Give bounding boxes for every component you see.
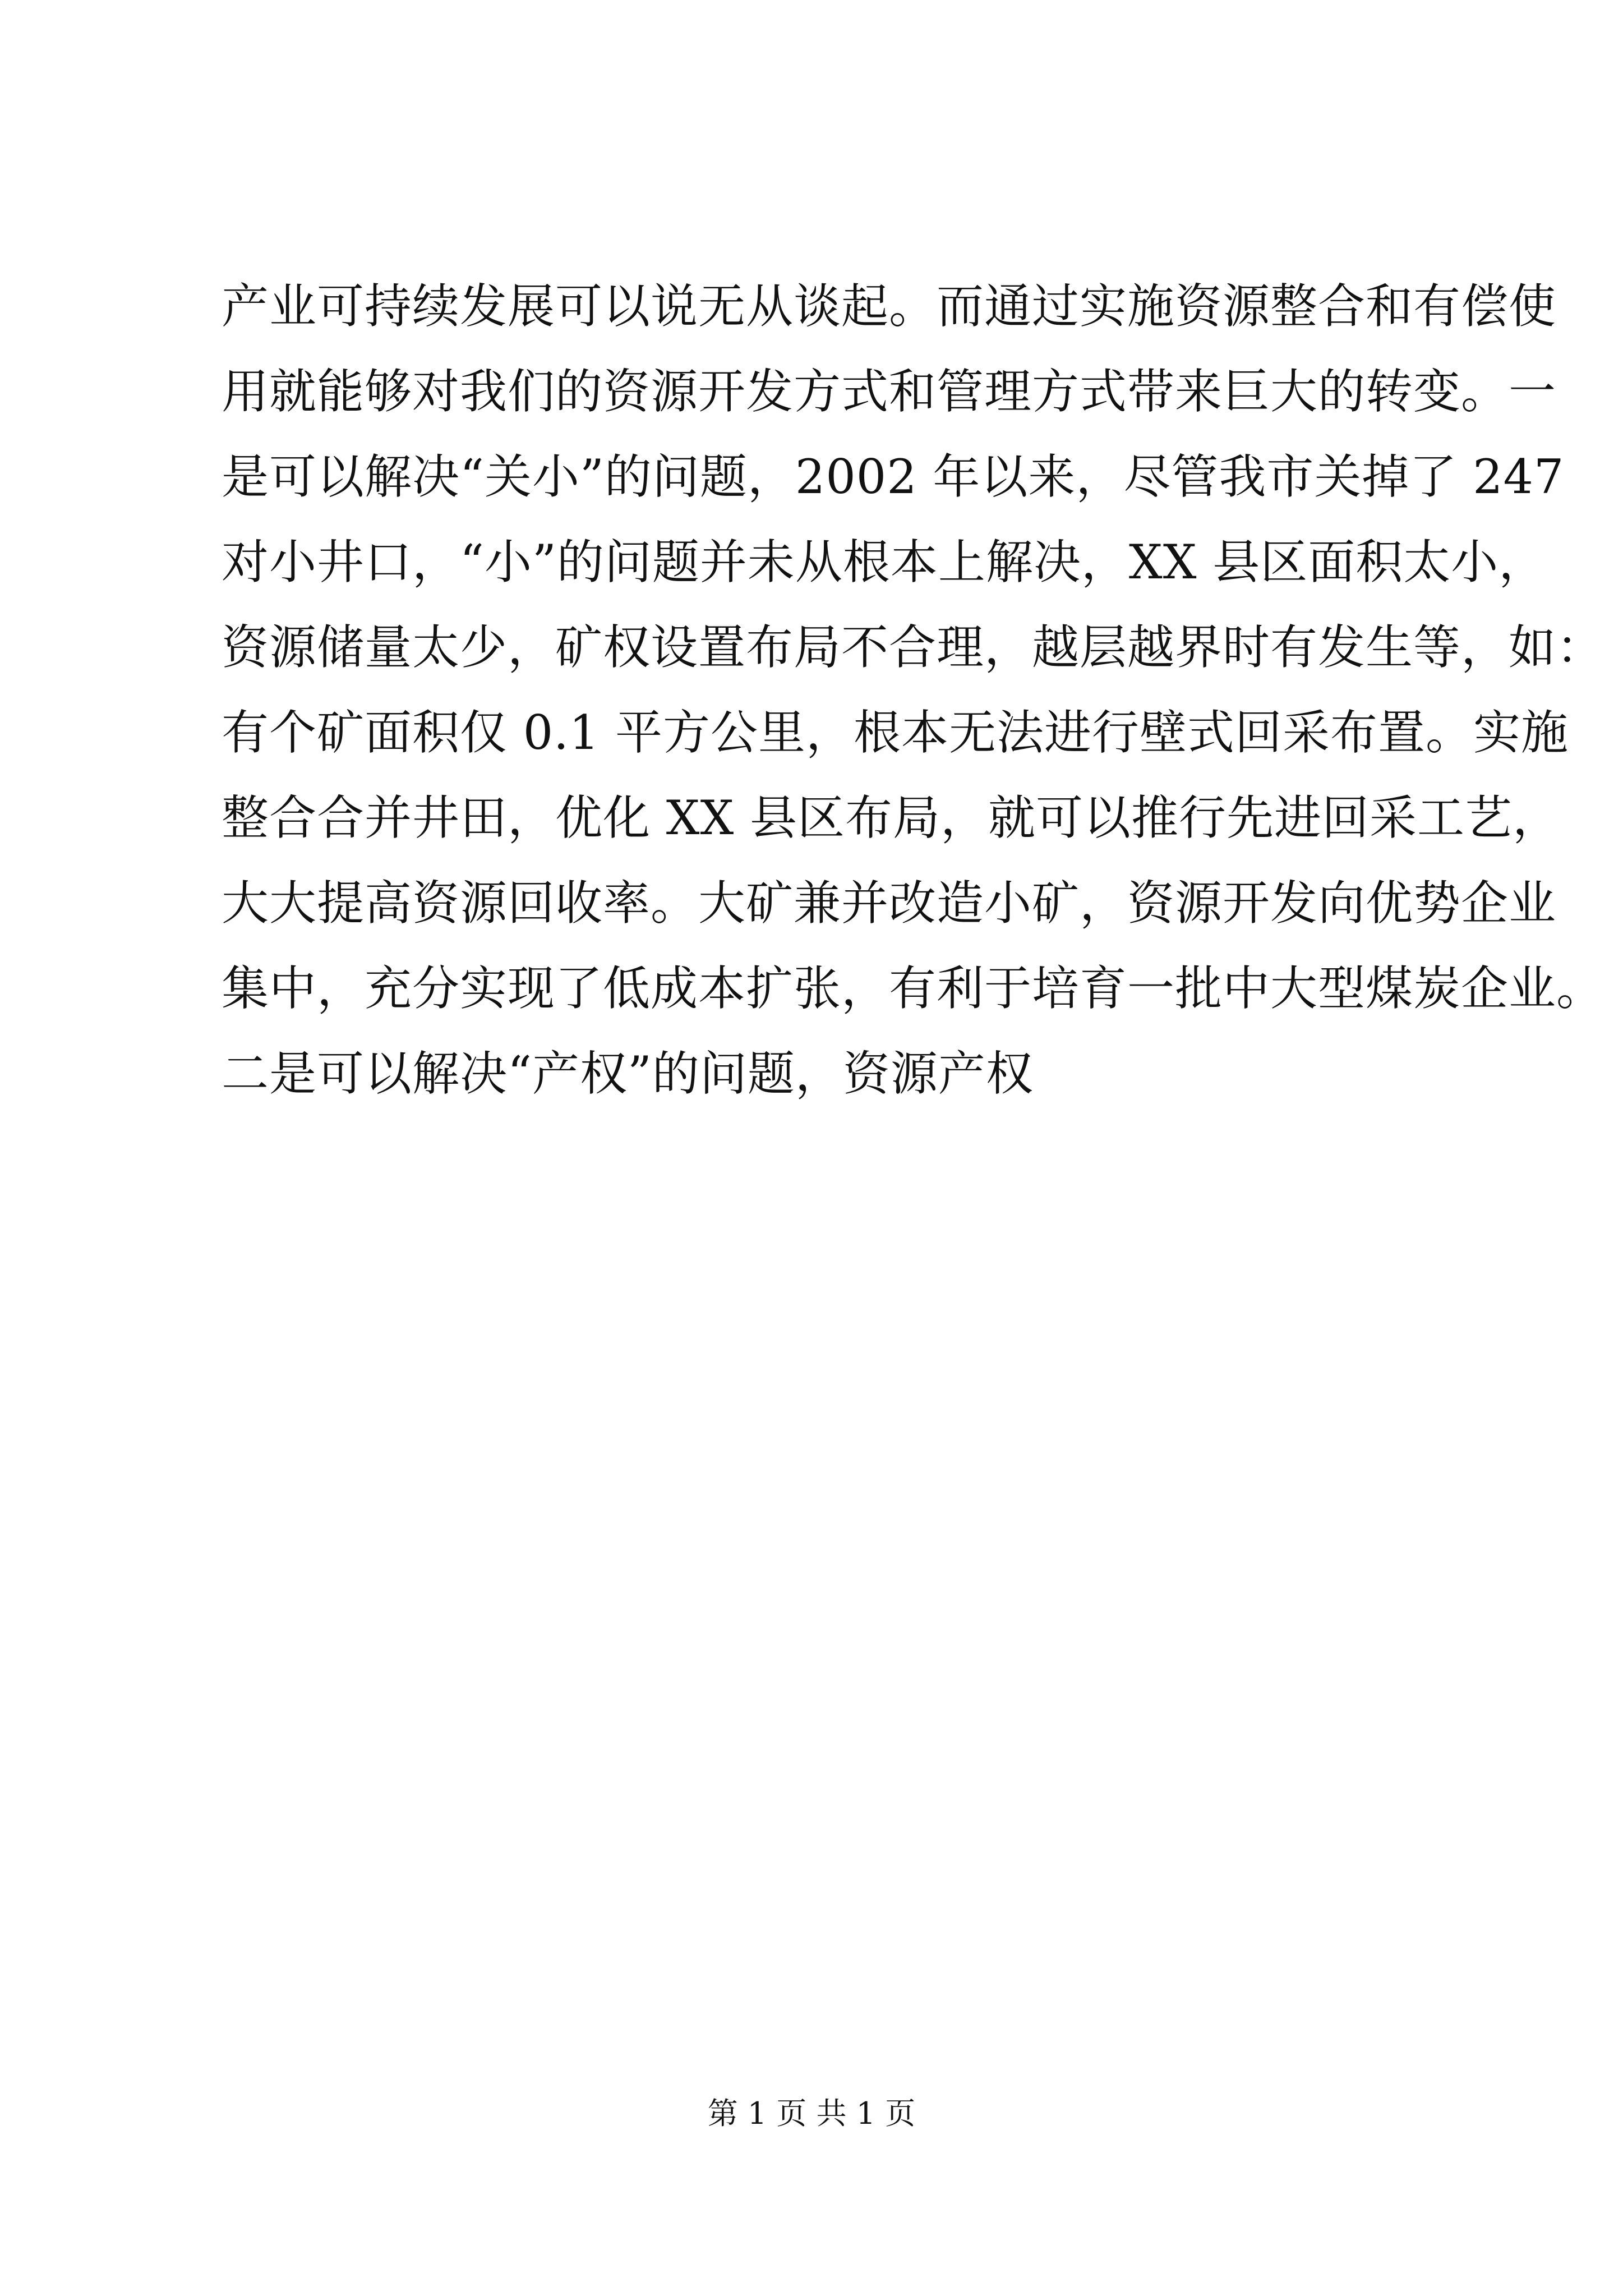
page-footer: 第 1 页 共 1 页 xyxy=(707,2096,916,2131)
text-line: 二是可以解决“产权”的问题，资源产权 xyxy=(222,1046,1034,1101)
text-line: 用就能够对我们的资源开发方式和管理方式带来巨大的转变。一 xyxy=(222,364,1557,419)
text-line: 有个矿面积仅 0.1 平方公里，根本无法进行壁式回采布置。实施 xyxy=(222,705,1569,760)
text-line: 资源储量太少，矿权设置布局不合理，越层越界时有发生等，如： xyxy=(222,620,1604,675)
text-line: 是可以解决“关小”的问题，2002 年以来，尽管我市关掉了 247 xyxy=(222,449,1565,504)
text-line: 集中，充分实现了低成本扩张，有利于培育一批中大型煤炭企业。 xyxy=(222,961,1604,1016)
text-line: 整合合并井田，优化 XX 县区布局，就可以推行先进回采工艺， xyxy=(222,790,1561,845)
text-line: 对小井口，“小”的问题并未从根本上解决，XX 县区面积太小， xyxy=(222,535,1547,590)
text-line: 大大提高资源回收率。大矿兼并改造小矿，资源开发向优势企业 xyxy=(222,876,1557,931)
text-line: 产业可持续发展可以说无从谈起。而通过实施资源整合和有偿使 xyxy=(222,279,1557,334)
body-text xyxy=(222,264,1604,1116)
